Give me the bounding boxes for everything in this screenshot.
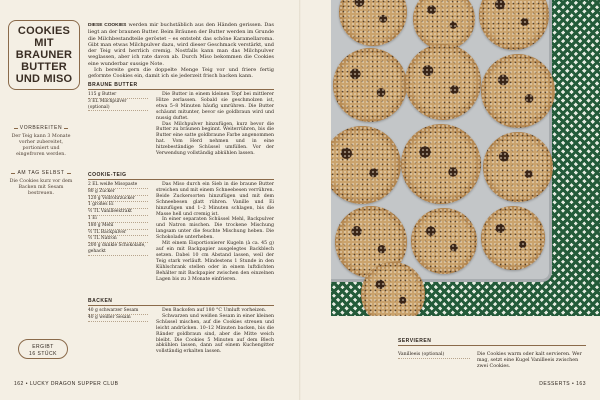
cookie [411,208,477,274]
brown-butter-method [156,92,274,157]
cookie [333,48,407,122]
method-paragraph: Schwarzen und weißen Sesam in einer kleinen Schüssel mischen, auf die Cookies streuen und leicht andrücken. 10–12 Minuten backen, bis die Ränder goldbraun sind, aber die Mitte weich bleibt. Die Cookies 5 Minuten auf dem Blech abkühlen lassen, dann auf einem Kuchengitter vollständig erkalten lassen. [156,313,274,355]
method-paragraph: Mit einem Eisportionierer Kugeln (à ca. 45 g) auf ein mit Backpapier ausgelegtes Backblech setzen. Dabei 10 cm Abstand lassen, weil der Teig stark verläuft. Mindestens 1 Stunde in den Kühlschrank stellen oder in einem luftdichten Behälter mit Backpapier zwischen den einzelnen Lagen bis zu 3 Monate einfrieren. [156,241,274,282]
intro-lead: DIESE COOKIES [88,23,127,28]
yield-badge [18,339,68,359]
recipe-intro [88,22,274,80]
yield-label: ERGIBT [32,344,54,350]
ingredient-row: 80 g Zucker [88,189,148,196]
footer-right-folio: DESSERTS • 163 [539,381,586,387]
method-paragraph: Das Milchpulver hinzufügen, kurz bevor die Butter zu bräunen beginnt. Weiterrühren, bis die Butter eine satte goldbraune Farbe angenommen hat. Vom Herd nehmen und in eine hitzebeständige Schüssel umfüllen. Vor der Verwendung vollständig abkühlen lassen. [156,121,274,157]
same-day-note: Die Cookies kurz vor dem Backen mit Sesam bestreuen. [9,179,73,196]
method-paragraph: In einer separaten Schüssel Mehl, Backpulver und Natron mischen. Die trockene Mischung langsam unter die feuchte Mischung heben. Die Schokolade unterheben. [156,217,274,241]
method-paragraph: Die Butter in einem kleinen Topf bei mittlerer Hitze zerlassen. Sobald sie geschmolzen ist, etwa 5–8 Minuten häufig umrühren. Die Butter schäumt mitunter, bevor sie goldbraun wird und nussig duftet. [156,92,274,121]
footer-left-folio: 162 • LUCKY DRAGON SUPPER CLUB [14,381,119,387]
ingredient-row: 1 Ei [88,216,148,223]
section-cookie-dough [88,172,274,296]
prep-heading: VORBEREITEN [8,125,74,131]
prep-note: Der Teig kann 3 Monate vorher zubereitet, portioniert und eingefroren werden. [11,134,71,157]
cookie [481,206,545,270]
cookie-dough-ingredients [88,182,148,256]
yield-count: 16 STÜCK [29,351,57,357]
brown-butter-ingredients [88,92,148,111]
ingredient-row: 40 g schwarzer Sesam [88,308,148,315]
cookies-photo [331,0,600,316]
baking-heading: BACKEN [88,298,274,306]
recipe-title-box [8,20,80,90]
ingredient-row: ½ TL Vanilleextrakt [88,209,148,216]
ingredient-row: 120 g Vollrohrzucker [88,196,148,203]
ingredient-row: 180 g Mehl [88,223,148,230]
ingredient-row: 200 g dunkle Schokolade, gehackt [88,243,148,256]
ingredient-row: 115 g Butter [88,92,148,99]
serving-heading: SERVIEREN [398,338,586,346]
baking-method [156,308,274,355]
prep-sidebar [8,125,74,209]
serving-ingredient: Vanilleeis (optional) [398,352,470,359]
baking-ingredients [88,308,148,322]
cookie-dough-heading: COOKIE-TEIG [88,172,274,180]
page-gutter [299,0,301,400]
intro-text-2: Ich bereite gern die doppelte Menge Teig vor und friere fertig geformte Cookies ein, damit ich sie jederzeit frisch backen kann. [88,67,274,80]
cookie [483,132,553,202]
serving-text: Die Cookies warm oder kalt servieren. Wer mag, setzt eine Kugel Vanilleeis zwischen zwei Cookies. [477,352,582,369]
method-paragraph: Den Backofen auf 180 °C Umluft vorheizen. [162,308,267,313]
cookie [405,44,481,120]
ingredient-row: ½ TL Natron [88,236,148,243]
intro-text: werden mir buchstäblich aus den Händen gerissen. Das liegt an der braunen Butter. Beim Bräunen der Butter werden im Grunde die Milchbestandteile geröstet – es entsteht das schöne Karamellaroma. Gibt man etwas Milchpulver dazu, wird dieser Geschmack verstärkt, und der Teig wird herrlich cremig. Nostfalls kann man das Milchpulver weglassen, aber ich rate davon ab. Durch Miso bekommen die Cookies eine wunderbar sussige Note. [88,22,274,67]
cookie-dough-method [156,182,274,282]
brown-butter-heading: BRAUNE BUTTER [88,82,274,90]
section-serving [398,338,586,369]
ingredient-row: 3 EL Milchpulver (optional) [88,99,148,112]
ingredient-row: 1 großes Ei [88,202,148,209]
section-baking [88,298,274,370]
ingredient-row: 40 g weißer Sesam [88,315,148,322]
section-brown-butter [88,82,274,172]
cookie [401,124,481,204]
recipe-title: COOKIES MIT BRAUNER BUTTER UND MISO [15,25,73,85]
same-day-heading: AM TAG SELBST [8,170,74,176]
method-paragraph: Das Miso durch ein Sieb in die braune Butter streichen und mit einem Schneebesen verrühren. Beide Zuckersorten hinzufügen und mit dem Schneebesen glatt rühren. Vanille und Ei hinzufügen und 1–2 Minuten schlagen, bis die Masse hell und cremig ist. [156,182,274,217]
cookie [481,54,555,128]
ingredient-row: 2 EL weiße Misopaste [88,182,148,189]
ingredient-row: ½ TL Backpulver [88,230,148,237]
